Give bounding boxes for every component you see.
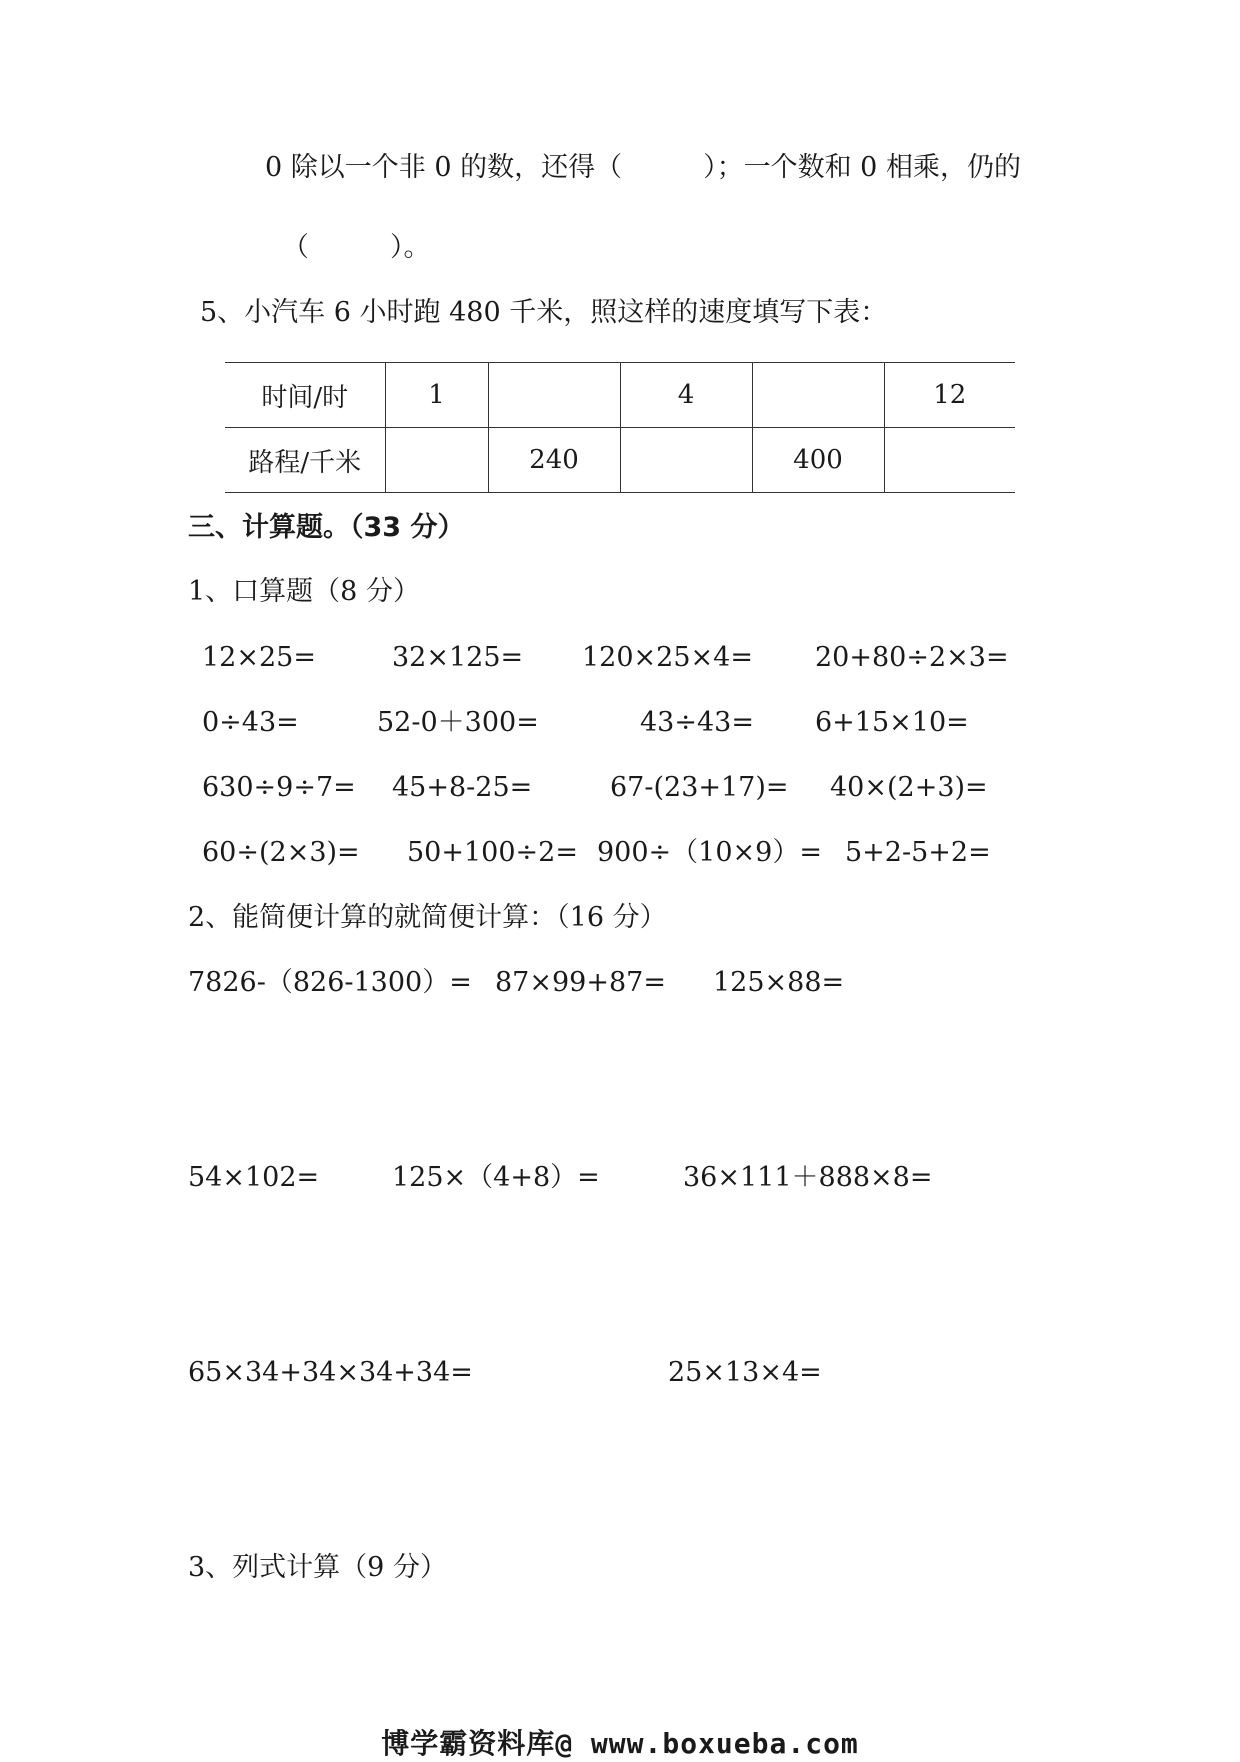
expr-item: 7826-（826-1300）=	[188, 967, 472, 998]
q5-prompt: 5、小汽车 6 小时跑 480 千米，照这样的速度填写下表：	[200, 297, 888, 328]
expr-item: 900÷（10×9）=	[597, 837, 822, 868]
sub3-title: 3、列式计算（9 分）	[188, 1552, 447, 1583]
expr-item: 6+15×10=	[815, 707, 969, 738]
sub2-title: 2、能简便计算的就简便计算：（16 分）	[188, 902, 667, 933]
expr-item: 36×111＋888×8=	[683, 1162, 933, 1193]
expr-item: 5+2-5+2=	[845, 837, 991, 868]
speed-table	[225, 362, 1015, 493]
q4-line-1: 0 除以一个非 0 的数，还得（ ）；一个数和 0 相乘，仍的	[265, 152, 1021, 183]
expr-item: 60÷(2×3)=	[202, 837, 360, 868]
expr-item: 54×102=	[188, 1162, 320, 1193]
expr-item: 125×（4+8）=	[392, 1162, 600, 1193]
expr-item: 12×25=	[202, 642, 316, 673]
expr-item: 125×88=	[713, 967, 845, 998]
q4-line-2: （ ）。	[282, 232, 431, 263]
expr-item: 52-0＋300=	[377, 707, 539, 738]
table-cell: 400	[752, 428, 884, 493]
expr-item: 43÷43=	[640, 707, 754, 738]
table-cell: 1	[385, 363, 488, 428]
expr-item: 65×34+34×34+34=	[188, 1357, 473, 1388]
table-cell	[385, 428, 488, 493]
expr-item: 67-(23+17)=	[610, 772, 789, 803]
expr-item: 40×(2+3)=	[830, 772, 988, 803]
table-cell	[752, 363, 884, 428]
table-cell	[884, 428, 1015, 493]
table-cell	[620, 428, 752, 493]
table-cell	[488, 363, 620, 428]
table-cell: 时间/时	[225, 363, 385, 428]
section3-heading: 三、计算题。（33 分）	[188, 512, 465, 543]
expr-item: 87×99+87=	[495, 967, 666, 998]
sub1-title: 1、口算题（8 分）	[188, 576, 420, 607]
expr-item: 25×13×4=	[668, 1357, 822, 1388]
expr-item: 630÷9÷7=	[202, 772, 356, 803]
expr-item: 50+100÷2=	[407, 837, 578, 868]
expr-item: 45+8-25=	[392, 772, 533, 803]
table-cell: 路程/千米	[225, 428, 385, 493]
expr-item: 120×25×4=	[582, 642, 753, 673]
table-row-distance	[225, 428, 1015, 493]
footer-watermark: 博学霸资料库@ www.boxueba.com	[381, 1727, 859, 1760]
table-cell: 4	[620, 363, 752, 428]
expr-item: 20+80÷2×3=	[815, 642, 1009, 673]
table-row-time	[225, 363, 1015, 428]
expr-item: 0÷43=	[202, 707, 299, 738]
table-cell: 12	[884, 363, 1015, 428]
expr-item: 32×125=	[392, 642, 524, 673]
table-cell: 240	[488, 428, 620, 493]
